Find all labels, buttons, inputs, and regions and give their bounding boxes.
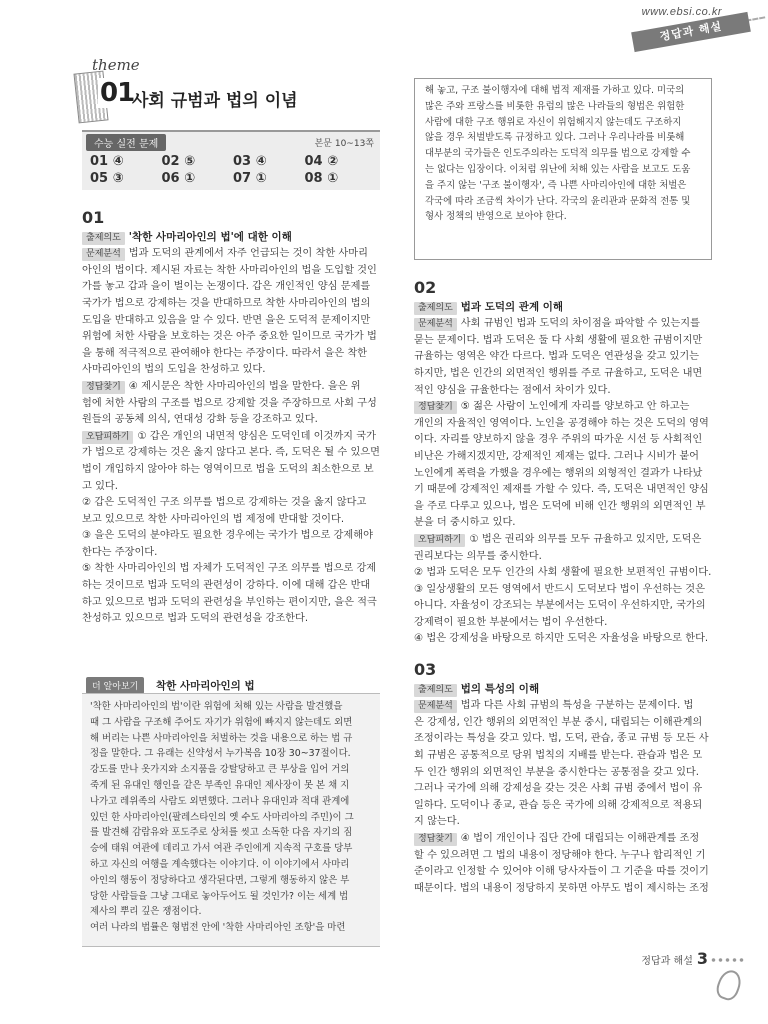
section-label: 정답찾기 xyxy=(414,401,457,414)
line-text: 가를 놓고 갑과 을이 벌이는 논쟁이다. 갑은 개인적인 양심 문제를 xyxy=(82,281,371,293)
text-line: 는 없다는 입장이다. 이처럼 위난에 처해 있는 사람을 보고도 도움 xyxy=(425,163,691,175)
line-text: 험에 처한 사람의 구조를 법으로 강제할 것을 주장하므로 사회 구성 xyxy=(82,397,377,409)
text-line: 대부분의 국가들은 인도주의라는 도덕적 의무를 법으로 강제할 수 xyxy=(425,148,691,160)
text-line xyxy=(82,313,380,330)
line-text: 권리보다는 의무를 중시한다. xyxy=(414,550,542,562)
text-line xyxy=(414,765,714,782)
note-title: 착한 사마리아인의 법 xyxy=(156,680,255,692)
answer-item: 01 ④ xyxy=(90,154,124,169)
line-text: 지 않는다. xyxy=(414,816,460,828)
text-line xyxy=(414,615,714,632)
page-number: 3 xyxy=(696,949,708,968)
line-text: 사마리아인의 법의 도입을 찬성하고 있다. xyxy=(82,364,266,376)
line-text: 이다. 자리를 양보하지 않을 경우 주위의 따가운 시선 등 사회적인 xyxy=(414,434,703,446)
footer-decoration xyxy=(714,967,745,1003)
text-line xyxy=(82,561,380,578)
section-label: 오답피하기 xyxy=(82,431,133,444)
line-text: 은 강제성, 인간 행위의 외면적인 부분 중시, 대립되는 이해관계의 xyxy=(414,716,703,728)
line-text: ① 법은 권리와 의무를 모두 규율하고 있지만, 도덕은 xyxy=(469,533,702,545)
text-line xyxy=(414,598,714,615)
line-text: 사회 규범인 법과 도덕의 차이점을 파악할 수 있는지를 xyxy=(460,318,700,330)
answer-box-range: 본문 10~13쪽 xyxy=(314,139,374,149)
line-text: 고 있다. xyxy=(82,480,118,492)
text-line: 정을 말한다. 그 유래는 신약성서 누가복음 10장 30~37절이다. xyxy=(90,748,351,760)
section-label: 출제의도 xyxy=(414,302,457,315)
section-label: 문제분석 xyxy=(414,318,457,331)
text-line xyxy=(82,396,380,413)
line-text: 조정이라는 특성을 갖고 있다. 법, 도덕, 관습, 종교 규범 등 모든 사 xyxy=(414,733,709,745)
question-body xyxy=(414,681,714,898)
text-line: 있던 한 사마리아인(팔레스타인의 옛 수도 사마리아의 주민)이 그 xyxy=(90,811,354,823)
text-line xyxy=(414,532,714,549)
text-line xyxy=(82,246,380,263)
line-text: 도입을 반대하고 있음을 알 수 있다. 반면 을은 도덕적 문제이지만 xyxy=(82,314,371,326)
text-line xyxy=(414,565,714,582)
text-line: 승에 태워 여관에 데리고 가서 여관 주인에게 지속적 구호를 당부 xyxy=(90,843,353,855)
text-line: '착한 사마리아인의 법'이란 위험에 처해 있는 사람을 발견했을 xyxy=(90,701,343,712)
line-text: 한다는 주장이다. xyxy=(82,546,158,558)
text-line xyxy=(82,595,380,612)
text-line: 죽게 된 유대인 행인을 같은 부족인 유대인 제사장이 못 본 채 지 xyxy=(90,779,350,791)
note-box xyxy=(82,693,380,947)
line-text: ④ 법이 개인이나 집단 간에 대립되는 이해관계를 조정 xyxy=(460,833,700,844)
note-continuation-box xyxy=(414,78,712,260)
line-text: 묻는 문제이다. 법과 도덕은 둘 다 사회 생활에 필요한 규범이지만 xyxy=(414,334,703,346)
answer-box xyxy=(82,130,380,190)
section-title: 법의 특성의 이해 xyxy=(460,682,540,695)
section-title: 법과 도덕의 관계 이해 xyxy=(460,300,564,313)
text-line xyxy=(82,279,380,296)
line-text: 때문이다. 법의 내용이 정당하지 못하면 아무도 법이 제시하는 조정 xyxy=(414,882,709,894)
text-line: 않을 경우 처벌받도록 규정하고 있다. 그러나 우리나라를 비롯해 xyxy=(425,132,685,144)
text-line: 나가고 레위족의 사람도 외면했다. 그러나 유대인과 적대 관계에 xyxy=(90,795,350,807)
header-tag: 정답과 해설 xyxy=(631,12,751,52)
line-text: 보고 있으므로 착한 사마리아인의 법 제정에 반대할 것이다. xyxy=(82,513,345,525)
question-body xyxy=(82,229,380,628)
text-line xyxy=(82,512,380,529)
text-line xyxy=(414,466,714,483)
line-text: 노인에게 폭력을 가했을 경우에는 행위의 외형적인 결과가 나타났 xyxy=(414,467,703,479)
line-text: 하는 것이므로 법과 도덕의 관련성이 강하다. 이에 대해 갑은 반대 xyxy=(82,580,371,592)
text-line: 사람에 대한 구조 행위로 자신이 위험해지지 않는데도 구조하지 xyxy=(425,116,682,128)
line-text: 위험에 처한 사람을 보호하는 것은 아주 중요한 일이므로 국가가 법 xyxy=(82,331,377,343)
text-line xyxy=(414,631,714,648)
text-line: 제사의 뿌리 깊은 쟁점이다. xyxy=(90,906,202,918)
line-text: 그러나 국가에 의해 강제성을 갖는 것은 사회 규범 중에서 법이 유 xyxy=(414,783,703,795)
line-text: ④ 법은 강제성을 바탕으로 하지만 도덕은 자율성을 바탕으로 한다. xyxy=(414,633,709,645)
line-text: ② 갑은 도덕적인 구조 의무를 법으로 강제하는 것을 옳지 않다고 xyxy=(82,497,367,509)
text-line xyxy=(82,412,380,429)
text-line xyxy=(414,582,714,599)
text-line xyxy=(414,731,714,748)
text-line: 여러 나라의 법률은 형법전 안에 '착한 사마리아인 조항'을 마련 xyxy=(90,922,346,934)
line-text: 강제력이 필요한 부분에서는 법이 우선한다. xyxy=(414,616,608,628)
text-line xyxy=(82,479,380,496)
line-text: 법과 다른 사회 규범의 특성을 구분하는 문제이다. 법 xyxy=(460,700,694,712)
line-text: ⑤ 젊은 사람이 노인에게 자리를 양보하고 안 하고는 xyxy=(460,401,690,413)
footer-label: 정답과 해설 xyxy=(641,956,693,967)
text-line: 때 그 사람을 구조해 주어도 자기가 위험에 빠지지 않는데도 외면 xyxy=(90,716,353,728)
line-text: 분을 더 중시하고 있다. xyxy=(414,517,516,529)
text-line xyxy=(414,299,714,317)
line-text: 기 때문에 강제적인 제재를 가할 수 있다. 즉, 도덕은 내면적인 양심 xyxy=(414,484,709,496)
answer-box-label: 수능 실전 문제 xyxy=(86,134,166,151)
section-label: 정답찾기 xyxy=(414,833,457,846)
line-text: 을 주로 다루고 있으나, 법은 도덕에 비해 인간 행위의 외면적인 부 xyxy=(414,500,706,512)
text-line: 를 발견해 감람유와 포도주로 상처를 씻고 소독한 다음 자기의 짐 xyxy=(90,827,353,839)
text-line xyxy=(82,462,380,479)
page-footer xyxy=(641,949,708,968)
text-line xyxy=(414,349,714,366)
line-text: 을 통해 적극적으로 관여해야 한다는 주장이다. 따라서 을은 착한 xyxy=(82,347,368,359)
text-line: 각국에 따라 조금씩 차이가 난다. 각국의 윤리관과 문화적 전통 및 xyxy=(425,195,691,207)
line-text: ⑤ 착한 사마리아인의 법 자체가 도덕적인 구조 의무를 법으로 강제 xyxy=(82,563,377,575)
text-line xyxy=(82,578,380,595)
text-line xyxy=(82,379,380,396)
text-line xyxy=(82,362,380,379)
text-line xyxy=(414,499,714,516)
text-line: 강도를 만나 옷가지와 소지품을 강탈당하고 큰 부상을 입어 거의 xyxy=(90,764,350,776)
text-line: 형사 정책의 반영으로 보아야 한다. xyxy=(425,211,567,223)
text-line xyxy=(414,383,714,400)
line-text: 법과 도덕의 관계에서 자주 언급되는 것이 착한 사마리 xyxy=(128,248,368,260)
line-text: 비난은 가해지겠지만, 강제적인 제재는 없다. 그러나 시비가 붙어 xyxy=(414,450,700,462)
line-text: 아니다. 자율성이 강조되는 부분에서는 도덕이 우선하지만, 국가의 xyxy=(414,600,706,612)
text-line: 해 놓고, 구조 불이행자에 대해 법적 제재를 가하고 있다. 미국의 xyxy=(425,85,685,96)
theme-number: 01 xyxy=(100,78,135,108)
text-line xyxy=(82,528,380,545)
line-text: 법이 개입하지 않아야 하는 영역이므로 법을 도덕의 최소한으로 보 xyxy=(82,463,374,475)
section-label: 정답찾기 xyxy=(82,381,125,394)
section-label: 문제분석 xyxy=(414,700,457,713)
text-line xyxy=(414,814,714,831)
text-line xyxy=(82,329,380,346)
line-text: 규율하는 영역은 약간 다르다. 법과 도덕은 연관성을 갖고 있기는 xyxy=(414,351,700,363)
text-line: 아인의 행동이 정당하다고 생각된다면, 그렇게 행동하지 않은 부 xyxy=(90,874,350,886)
text-line xyxy=(414,515,714,532)
section-label: 문제분석 xyxy=(82,248,125,261)
text-line: 하고 자신의 여행을 계속했다는 이야기다. 이 이야기에서 사마리 xyxy=(90,858,350,870)
text-line: 해 버리는 나쁜 사마리아인을 처벌하는 것을 내용으로 하는 법 규 xyxy=(90,732,353,744)
theme-word: theme xyxy=(92,56,140,74)
text-line xyxy=(414,715,714,732)
answer-item: 07 ① xyxy=(233,171,267,186)
answer-item: 02 ⑤ xyxy=(161,154,196,169)
text-line: 당한 사람들을 그냥 그대로 놓아두어도 될 것인가? 이는 세계 법 xyxy=(90,890,349,902)
line-text: 찬성하고 있으므로 법과 도덕의 관련성을 강조한다. xyxy=(82,613,309,625)
text-line xyxy=(82,611,380,628)
text-line xyxy=(414,399,714,416)
question-number: 01 xyxy=(82,208,105,227)
line-text: ③ 을은 도덕의 분야라도 필요한 경우에는 국가가 법으로 강제해야 xyxy=(82,530,373,542)
page-title: 사회 규범과 법의 이념 xyxy=(132,91,298,111)
text-line: 많은 주와 프랑스를 비롯한 유럽의 많은 나라들의 형법은 위험한 xyxy=(425,100,685,112)
text-line xyxy=(414,864,714,881)
line-text: 개인의 자율적인 영역이다. 노인을 공경해야 하는 것은 도덕의 영역 xyxy=(414,417,709,429)
line-text: 적인 양심을 규율한다는 점에서 차이가 있다. xyxy=(414,384,611,396)
text-line xyxy=(414,698,714,715)
text-line xyxy=(82,263,380,280)
line-text: 두 인간 행위의 외면적인 부분을 중시한다는 공통점을 갖고 있다. xyxy=(414,766,700,778)
line-text: ① 갑은 개인의 내면적 양심은 도덕인데 이것까지 국가 xyxy=(137,430,376,442)
left-column xyxy=(82,210,380,628)
text-line xyxy=(414,549,714,566)
line-text: 원들의 공동체 의식, 연대성 강화 등을 강조하고 있다. xyxy=(82,414,318,426)
question-body xyxy=(414,299,714,648)
text-line xyxy=(82,545,380,562)
right-column xyxy=(414,266,714,897)
answer-item: 03 ④ xyxy=(233,154,267,169)
text-line: 을 주지 않는 '구조 불이행자', 즉 나쁜 사마리아인에 대한 처벌은 xyxy=(425,179,687,191)
text-line xyxy=(414,416,714,433)
section-label: 출제의도 xyxy=(82,232,125,245)
text-line xyxy=(82,445,380,462)
section-label: 오답피하기 xyxy=(414,534,465,547)
text-line xyxy=(414,848,714,865)
text-line xyxy=(414,449,714,466)
question-number: 03 xyxy=(414,660,437,680)
text-line xyxy=(82,429,380,446)
text-line xyxy=(414,482,714,499)
line-text: 하지만, 법은 인간의 외면적인 행위를 주로 규율하고, 도덕은 내면 xyxy=(414,367,703,379)
text-line xyxy=(82,495,380,512)
text-line xyxy=(414,333,714,350)
section-title: '착한 사마리아인의 법'에 대한 이해 xyxy=(128,230,292,243)
site-url: www.ebsi.co.kr xyxy=(641,6,722,18)
answer-grid xyxy=(90,154,376,186)
line-text: 준이라고 인정할 수 있어야 이해 당사자들이 그 기준을 따를 것이기 xyxy=(414,866,709,878)
text-line xyxy=(82,346,380,363)
line-text: 국가가 법으로 강제하는 것을 반대하므로 착한 사마리아인의 법의 xyxy=(82,297,371,309)
text-line xyxy=(414,798,714,815)
section-label: 출제의도 xyxy=(414,684,457,697)
text-line xyxy=(414,881,714,898)
line-text: 일하다. 도덕이나 종교, 관습 등은 국가에 의해 강제적으로 적용되 xyxy=(414,799,703,811)
text-line xyxy=(414,432,714,449)
note-tab: 더 알아보기 xyxy=(86,677,144,694)
line-text: ② 법과 도덕은 모두 인간의 사회 생활에 필요한 보편적인 규범이다. xyxy=(414,567,712,579)
line-text: ④ 제시문은 착한 사마리아인의 법을 말한다. 을은 위 xyxy=(128,380,361,392)
answer-item: 08 ① xyxy=(304,171,339,186)
text-line xyxy=(82,229,380,247)
line-text: 아인의 법이다. 제시된 자료는 착한 사마리아인의 법을 도입할 것인 xyxy=(82,264,377,276)
answer-item: 06 ① xyxy=(161,171,196,186)
answer-item: 05 ③ xyxy=(90,171,124,186)
text-line xyxy=(82,296,380,313)
text-line xyxy=(414,748,714,765)
line-text: 회 규범은 공통적으로 당위 법칙의 지배를 받는다. 관습과 법은 모 xyxy=(414,750,703,762)
footer-dots-decoration xyxy=(710,956,744,964)
line-text: 하고 있으므로 법과 도덕의 관련성을 부인하는 편이지만, 을은 적극 xyxy=(82,596,377,608)
answer-item: 04 ② xyxy=(304,154,339,169)
text-line xyxy=(414,316,714,333)
note-section xyxy=(82,677,380,947)
text-line xyxy=(414,831,714,848)
text-line xyxy=(414,681,714,699)
text-line xyxy=(414,781,714,798)
text-line xyxy=(414,366,714,383)
line-text: 가 법으로 강제하는 것은 옳지 않다고 본다. 즉, 도덕은 될 수 있으면 xyxy=(82,447,380,459)
line-text: 할 수 있으려면 그 법의 내용이 정당해야 한다. 누구나 합리적인 기 xyxy=(414,849,706,861)
line-text: ③ 일상생활의 모든 영역에서 반드시 도덕보다 법이 우선하는 것은 xyxy=(414,583,705,595)
question-number: 02 xyxy=(414,278,437,297)
